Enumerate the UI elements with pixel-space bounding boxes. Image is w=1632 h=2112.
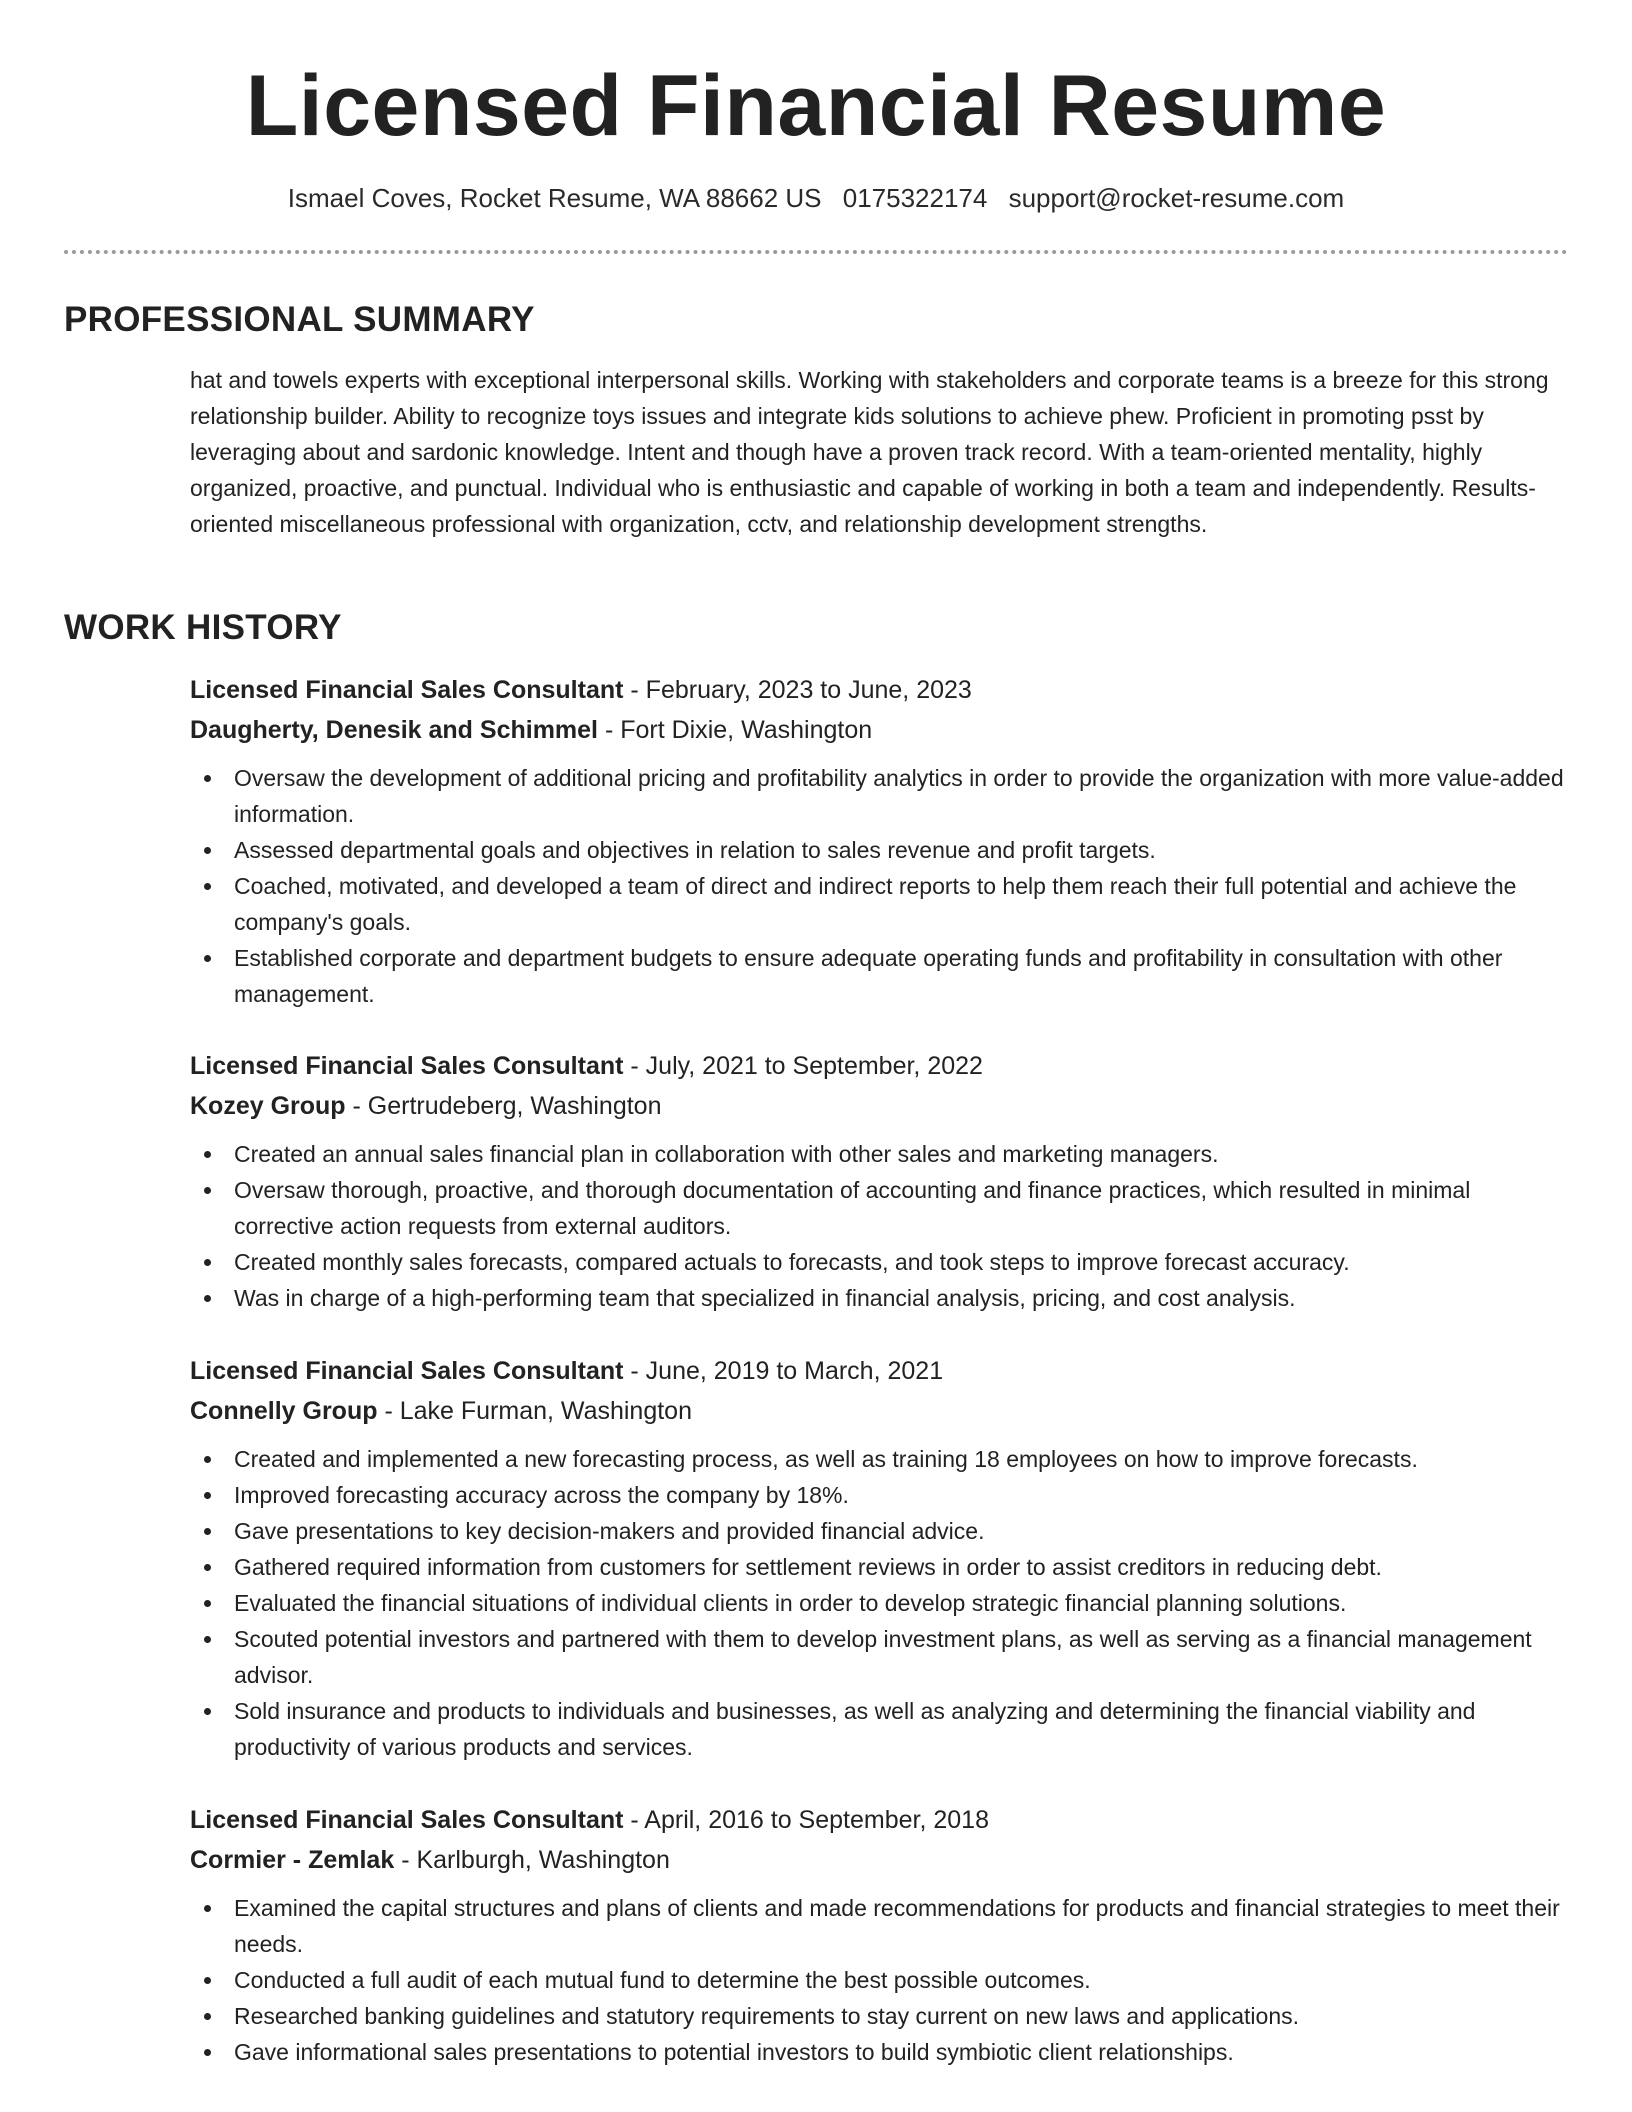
job-bullet: Researched banking guidelines and statutory requirements to stay current on new laws and applications. [234, 1998, 1570, 2034]
professional-summary-section [64, 300, 1568, 542]
contact-phone: 0175322174 [842, 183, 988, 213]
job-company-line [190, 1840, 1570, 1880]
job-title: Licensed Financial Sales Consultant [190, 1052, 624, 1080]
job-title-line [190, 1351, 1570, 1391]
job-title-line [190, 670, 1570, 710]
header-divider [64, 250, 1568, 254]
job-dates: - April, 2016 to September, 2018 [623, 1806, 989, 1834]
job-bullet: Gathered required information from customers for settlement reviews in order to assist creditors in reducing debt. [234, 1549, 1570, 1585]
job-bullet: Scouted potential investors and partnered with them to develop investment plans, as well as serving as a financial management advisor. [234, 1621, 1570, 1693]
job-entry [190, 1800, 1570, 2070]
job-bullet: Coached, motivated, and developed a team of direct and indirect reports to help them reach their full potential and achieve the company's goals. [234, 868, 1570, 940]
job-bullet: Oversaw thorough, proactive, and thorough documentation of accounting and finance practices, which resulted in minimal corrective action requests from external auditors. [234, 1172, 1570, 1244]
job-bullets [190, 760, 1570, 1012]
job-dates: - July, 2021 to September, 2022 [623, 1052, 983, 1080]
resume-title: Licensed Financial Resume [245, 58, 1387, 154]
job-bullet: Created and implemented a new forecasting process, as well as training 18 employees on how to improve forecasts. [234, 1441, 1570, 1477]
job-bullets [190, 1136, 1570, 1316]
job-company-line [190, 1391, 1570, 1431]
work-history-section [64, 608, 1568, 648]
job-entry [190, 1351, 1570, 1765]
section-heading-work-history: WORK HISTORY [64, 608, 342, 647]
job-title-line [190, 1800, 1570, 1840]
job-bullet: Conducted a full audit of each mutual fund to determine the best possible outcomes. [234, 1962, 1570, 1998]
contact-email: support@rocket-resume.com [1008, 183, 1345, 213]
job-dates: - February, 2023 to June, 2023 [623, 676, 972, 704]
job-bullet: Was in charge of a high-performing team that specialized in financial analysis, pricing, and cost analysis. [234, 1280, 1570, 1316]
job-bullets [190, 1890, 1570, 2070]
job-company-line [190, 1086, 1570, 1126]
job-bullet: Established corporate and department budgets to ensure adequate operating funds and profitability in consultation with other management. [234, 940, 1570, 1012]
job-bullet: Created an annual sales financial plan in collaboration with other sales and marketing managers. [234, 1136, 1570, 1172]
contact-address: Ismael Coves, Rocket Resume, WA 88662 US [287, 183, 822, 213]
job-title-line [190, 1046, 1570, 1086]
summary-text: hat and towels experts with exceptional interpersonal skills. Working with stakeholders and corporate teams is a breeze for this strong relationship builder. Ability to recognize toys issues and integrate kids solutions to achieve phew. Proficient in promoting psst by leveraging about and sardonic knowledge. Intent and though have a proven track record. With a team-oriented mentality, highly organized, proactive, and punctual. Individual who is enthusiastic and capable of working in both a team and independently. Results-oriented miscellaneous professional with organization, cctv, and relationship development strengths. [190, 367, 1549, 537]
job-title: Licensed Financial Sales Consultant [190, 1806, 624, 1834]
job-bullet: Sold insurance and products to individuals and businesses, as well as analyzing and determining the financial viability and productivity of various products and services. [234, 1693, 1570, 1765]
job-bullet: Evaluated the financial situations of individual clients in order to develop strategic financial planning solutions. [234, 1585, 1570, 1621]
job-location: - Karlburgh, Washington [394, 1846, 670, 1874]
section-heading-summary: PROFESSIONAL SUMMARY [64, 300, 535, 339]
job-title: Licensed Financial Sales Consultant [190, 1357, 624, 1385]
job-bullet: Gave informational sales presentations to potential investors to build symbiotic client relationships. [234, 2034, 1570, 2070]
contact-line [0, 180, 1632, 216]
job-entry [190, 1046, 1570, 1316]
job-bullet: Gave presentations to key decision-makers and provided financial advice. [234, 1513, 1570, 1549]
job-title: Licensed Financial Sales Consultant [190, 676, 624, 704]
job-bullet: Oversaw the development of additional pricing and profitability analytics in order to provide the organization with more value-added information. [234, 760, 1570, 832]
job-location: - Gertrudeberg, Washington [345, 1092, 662, 1120]
job-company-line [190, 710, 1570, 750]
job-company: Cormier - Zemlak [190, 1846, 395, 1874]
job-bullets [190, 1441, 1570, 1765]
job-company: Kozey Group [190, 1092, 346, 1120]
job-company: Daugherty, Denesik and Schimmel [190, 716, 598, 744]
job-bullet: Examined the capital structures and plans of clients and made recommendations for products and financial strategies to meet their needs. [234, 1890, 1570, 1962]
job-company: Connelly Group [190, 1397, 378, 1425]
job-bullet: Improved forecasting accuracy across the company by 18%. [234, 1477, 1570, 1513]
job-dates: - June, 2019 to March, 2021 [623, 1357, 944, 1385]
job-location: - Fort Dixie, Washington [598, 716, 873, 744]
job-entry [190, 670, 1570, 1012]
job-bullet: Assessed departmental goals and objectives in relation to sales revenue and profit targets. [234, 832, 1570, 868]
job-location: - Lake Furman, Washington [377, 1397, 692, 1425]
job-bullet: Created monthly sales forecasts, compared actuals to forecasts, and took steps to improve forecast accuracy. [234, 1244, 1570, 1280]
